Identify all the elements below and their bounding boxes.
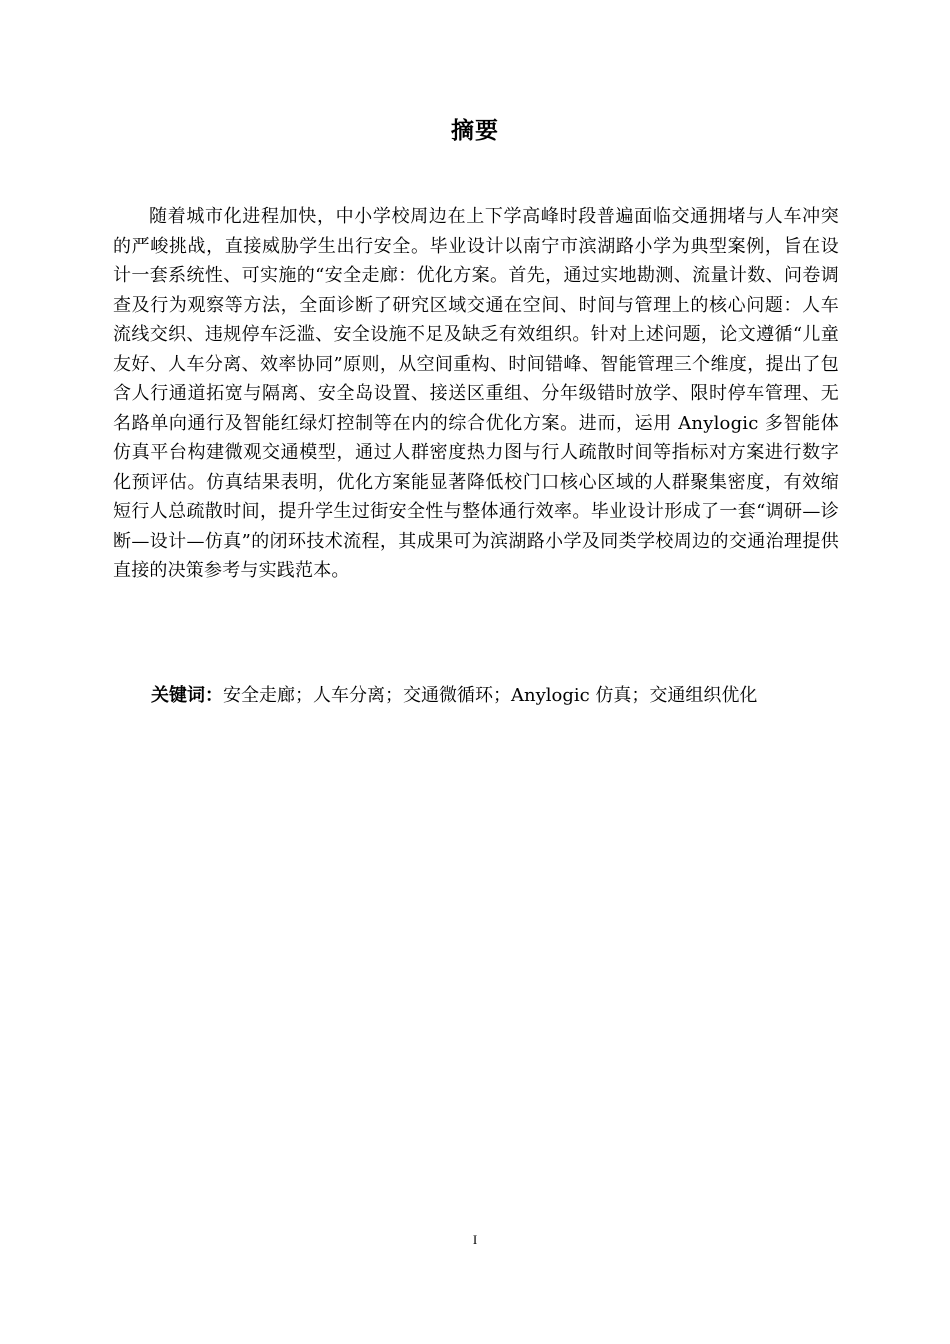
page-number: I [472,1232,478,1247]
keywords-label: 关键词： [151,685,223,706]
keywords-line [151,681,851,710]
page-title: 摘要 [451,118,499,144]
keywords-text: 安全走廊；人车分离；交通微循环；Anylogic 仿真；交通组织优化 [223,685,758,706]
abstract-paragraph: 随着城市化进程加快，中小学校周边在上下学高峰时段普遍面临交通拥堵与人车冲突的严峻挑战，直接威胁学生出行安全。毕业设计以南宁市滨湖路小学为典型案例，旨在设计一套系统性、可实施的“安全走廊：优化方案。首先，通过实地勘测、流量计数、问卷调查及行为观察等方法，全面诊断了研究区域交通在空间、时间与管理上的核心问题：人车流线交织、违规停车泛滥、安全设施不足及缺乏有效组织。针对上述问题，论文遵循“儿童友好、人车分离、效率协同”原则，从空间重构、时间错峰、智能管理三个维度，提出了包含人行通道拓宽与隔离、安全岛设置、接送区重组、分年级错时放学、限时停车管理、无名路单向通行及智能红绿灯控制等在内的综合优化方案。进而，运用 Anylogic 多智能体仿真平台构建微观交通模型，通过人群密度热力图与行人疏散时间等指标对方案进行数字化预评估。仿真结果表明，优化方案能显著降低校门口核心区域的人群聚集密度，有效缩短行人总疏散时间，提升学生过街安全性与整体通行效率。毕业设计形成了一套“调研—诊断—设计—仿真”的闭环技术流程，其成果可为滨湖路小学及同类学校周边的交通治理提供直接的决策参考与实践范本。 [113,206,839,581]
